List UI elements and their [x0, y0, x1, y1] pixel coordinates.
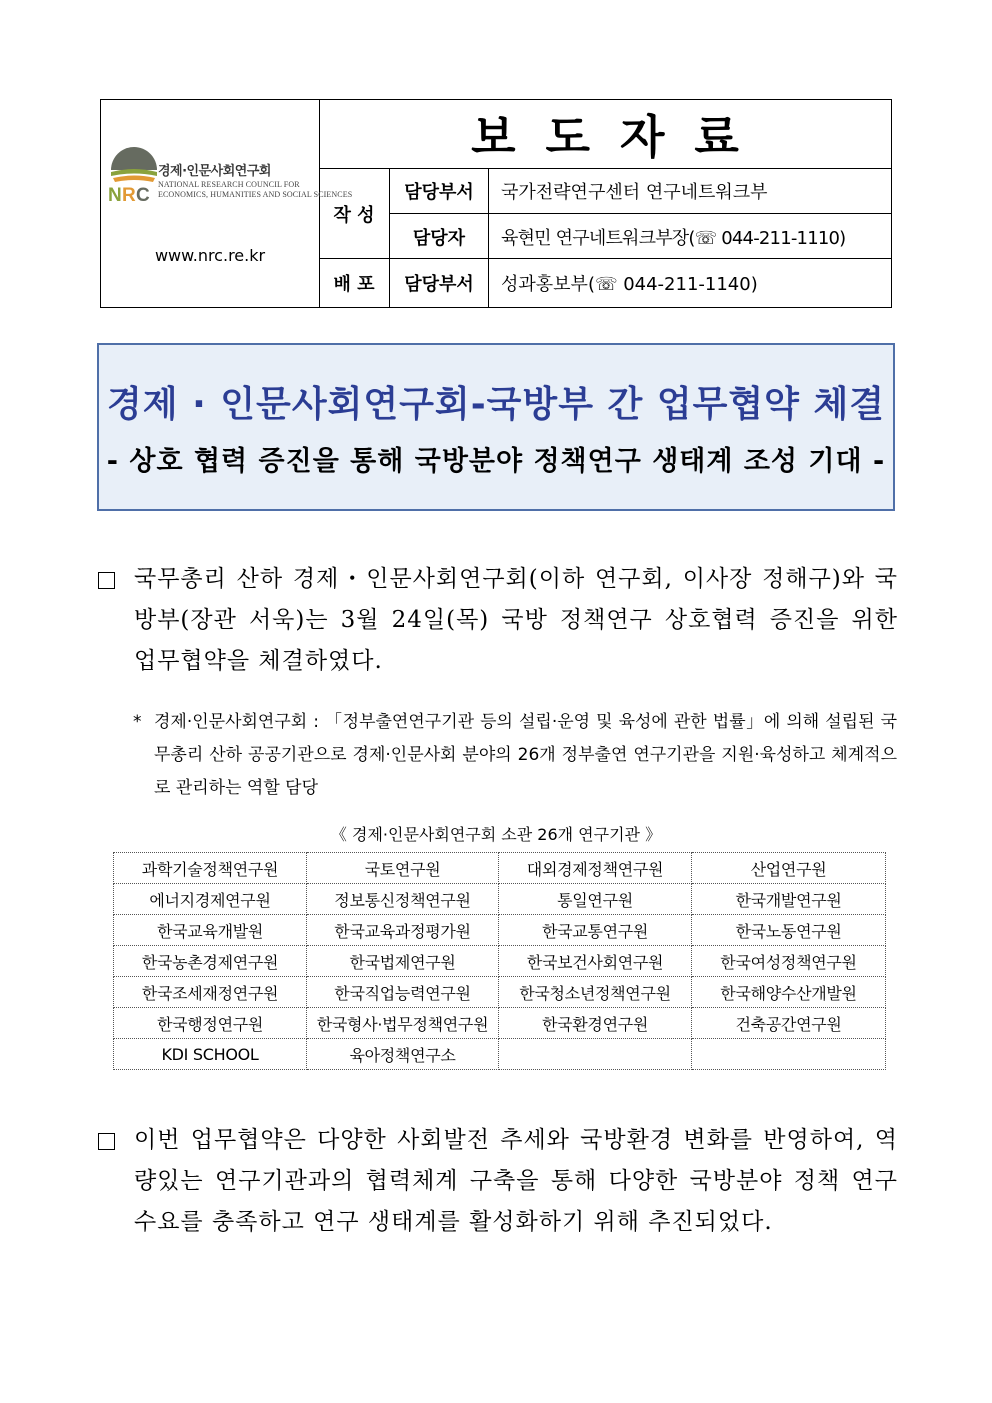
svg-text:C: C	[136, 185, 150, 206]
table-cell: 한국교통연구원	[499, 915, 692, 946]
table-cell: 과학기술정책연구원	[114, 853, 307, 884]
table-row	[114, 915, 886, 946]
website-link[interactable]: www.nrc.re.kr	[154, 246, 266, 265]
table-cell: 한국보건사회연구원	[499, 946, 692, 977]
paragraph-text: 이번 업무협약은 다양한 사회발전 추세와 국방환경 변화를 반영하여, 역량있는 연구기관과의 협력체계 구축을 통해 다양한 국방분야 정책 연구 수요를 충족하고 연구 생태계를 활성화하기 위해 추진되었다.	[134, 1127, 898, 1235]
svg-text:N: N	[108, 185, 122, 206]
paragraph-text: 국무총리 산하 경제・인문사회연구회(이하 연구회, 이사장 정해구)와 국방부(장관 서욱)는 3월 24일(목) 국방 정책연구 상호협력 증진을 위한 업무협약을 체결하였다.	[134, 566, 898, 674]
logo-english-line1: NATIONAL RESEARCH COUNCIL FOR	[158, 180, 300, 189]
paragraph-1	[98, 559, 898, 682]
table-row	[114, 853, 886, 884]
headline-subtitle: - 상호 협력 증진을 통해 국방분야 정책연구 생태계 조성 기대 -	[106, 446, 886, 477]
table-cell: 한국교육개발원	[114, 915, 307, 946]
table-cell: 건축공간연구원	[692, 1008, 886, 1039]
logo-english-line2: ECONOMICS, HUMANITIES AND SOCIAL SCIENCES	[158, 190, 353, 199]
table-cell: 한국개발연구원	[692, 884, 886, 915]
table-row	[114, 1008, 886, 1039]
dept-label: 담당부서	[390, 168, 489, 214]
table-cell: 한국청소년정책연구원	[499, 977, 692, 1008]
table-caption: 《 경제·인문사회연구회 소관 26개 연구기관 》	[330, 825, 662, 844]
person-label: 담당자	[390, 213, 489, 259]
table-cell: 한국행정연구원	[114, 1008, 307, 1039]
table-cell: 국토연구원	[307, 853, 499, 884]
headline-title: 경제 · 인문사회연구회-국방부 간 업무협약 체결	[106, 384, 886, 425]
table-cell: 산업연구원	[692, 853, 886, 884]
dept-value: 국가전략연구센터 연구네트워크부	[501, 182, 768, 203]
table-cell: 육아정책연구소	[307, 1039, 499, 1070]
table-row	[114, 946, 886, 977]
nrc-logo-icon	[107, 146, 161, 206]
table-cell: 한국농촌경제연구원	[114, 946, 307, 977]
table-cell: 통일연구원	[499, 884, 692, 915]
table-cell: 한국직업능력연구원	[307, 977, 499, 1008]
table-row	[114, 884, 886, 915]
headline-box	[97, 343, 895, 511]
logo-org-name: 경제·인문사회연구회	[158, 164, 271, 179]
logo-cell	[101, 100, 353, 307]
table-cell	[499, 1039, 692, 1070]
table-row	[114, 1039, 886, 1070]
title-cell	[319, 100, 891, 169]
table-cell: 한국교육과정평가원	[307, 915, 499, 946]
table-cell: 한국노동연구원	[692, 915, 886, 946]
footnote-text: 경제·인문사회연구회 : 「정부출연연구기관 등의 설립·운영 및 육성에 관한 법률」에 의해 설립된 국무총리 산하 공공기관으로 경제·인문사회 분야의 26개 정부출연 연구기관을 지원·육성하고 체계적으로 관리하는 역할 담당	[154, 712, 897, 798]
table-cell: 한국형사·법무정책연구원	[307, 1008, 499, 1039]
paragraph-2	[98, 1120, 898, 1243]
table-cell: 한국환경연구원	[499, 1008, 692, 1039]
footnote	[133, 706, 897, 805]
person-value: 육현민 연구네트워크부장(☏ 044-211-1110)	[489, 213, 891, 259]
document-title: 보도자료	[471, 110, 769, 164]
distribution-label: 배 포	[319, 258, 390, 307]
dist-dept-label: 담당부서	[390, 258, 489, 307]
table-cell: 한국여성정책연구원	[692, 946, 886, 977]
dist-dept-value: 성과홍보부(☏ 044-211-1140)	[489, 258, 891, 307]
table-cell: 정보통신정책연구원	[307, 884, 499, 915]
table-cell: 한국법제연구원	[307, 946, 499, 977]
svg-text:R: R	[122, 185, 136, 206]
institutes-table	[113, 852, 886, 1070]
press-release-header	[100, 99, 892, 308]
table-cell: KDI SCHOOL	[114, 1039, 307, 1070]
table-cell	[692, 1039, 886, 1070]
checkbox-icon	[98, 572, 115, 589]
table-row	[114, 977, 886, 1008]
table-cell: 한국해양수산개발원	[692, 977, 886, 1008]
table-cell: 한국조세재정연구원	[114, 977, 307, 1008]
table-cell: 대외경제정책연구원	[499, 853, 692, 884]
checkbox-icon	[98, 1133, 115, 1150]
table-cell: 에너지경제연구원	[114, 884, 307, 915]
author-label: 작 성	[319, 168, 390, 259]
footnote-marker: *	[133, 712, 142, 732]
